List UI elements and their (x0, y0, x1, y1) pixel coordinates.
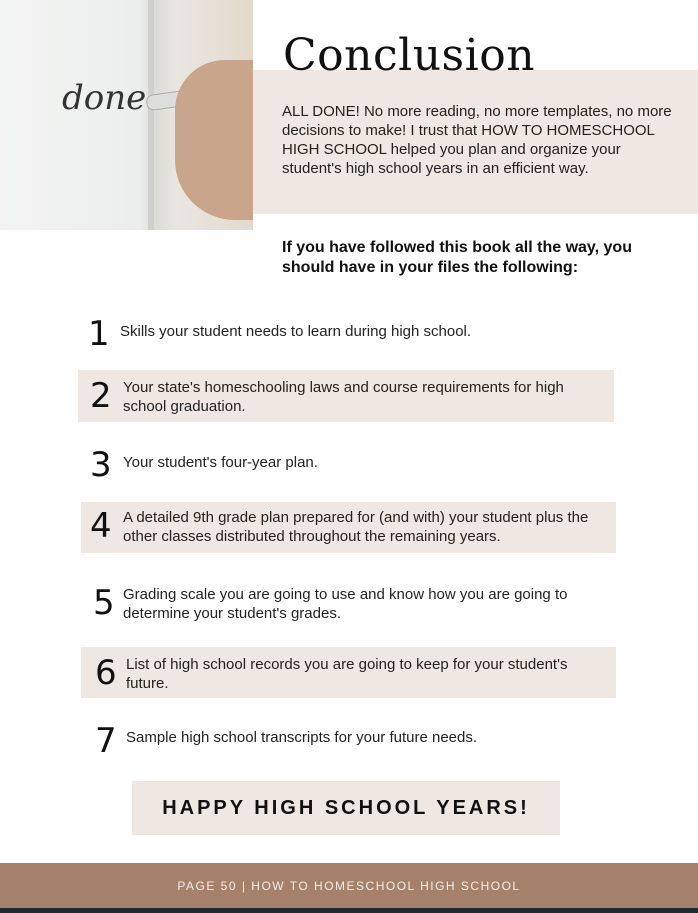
item-number: 6 (95, 653, 117, 693)
item-number: 7 (95, 721, 117, 761)
hand-writing-done-photo (0, 0, 253, 230)
item-text: Your state's homeschooling laws and course requirements for high school graduation. (123, 379, 564, 415)
item-text: Grading scale you are going to use and know how you are going to determine your student's grades. (123, 586, 568, 622)
page-title: Conclusion (283, 30, 536, 81)
whiteboard-frame (148, 0, 154, 230)
closing-banner: HAPPY HIGH SCHOOL YEARS! (132, 781, 560, 835)
item-text: Skills your student needs to learn during high school. (120, 323, 472, 340)
item-number: 5 (93, 583, 115, 623)
intro-paragraph: ALL DONE! No more reading, no more templates, no more decisions to make! I trust that HOW TO HOMESCHOOL HIGH SCHOOL helped you plan and organize your student's high school years in an efficient way. (282, 103, 672, 177)
item-text: A detailed 9th grade plan prepared for (and with) your student plus the other classes distributed throughout the remaining years. (123, 509, 589, 545)
page-footer: PAGE 50 | HOW TO HOMESCHOOL HIGH SCHOOL (0, 863, 698, 908)
bottom-edge (0, 908, 698, 913)
item-text: List of high school records you are going to keep for your student's future. (126, 656, 568, 692)
lead-heading: If you have followed this book all the way, you should have in your files the following: (282, 239, 632, 276)
item-number: 2 (90, 376, 112, 416)
hand (175, 60, 253, 220)
item-number: 3 (90, 445, 112, 485)
item-number: 4 (90, 506, 112, 546)
handwritten-word: done (62, 78, 147, 118)
item-text: Sample high school transcripts for your future needs. (126, 729, 478, 746)
item-number: 1 (88, 314, 110, 354)
item-text: Your student's four-year plan. (123, 454, 318, 471)
